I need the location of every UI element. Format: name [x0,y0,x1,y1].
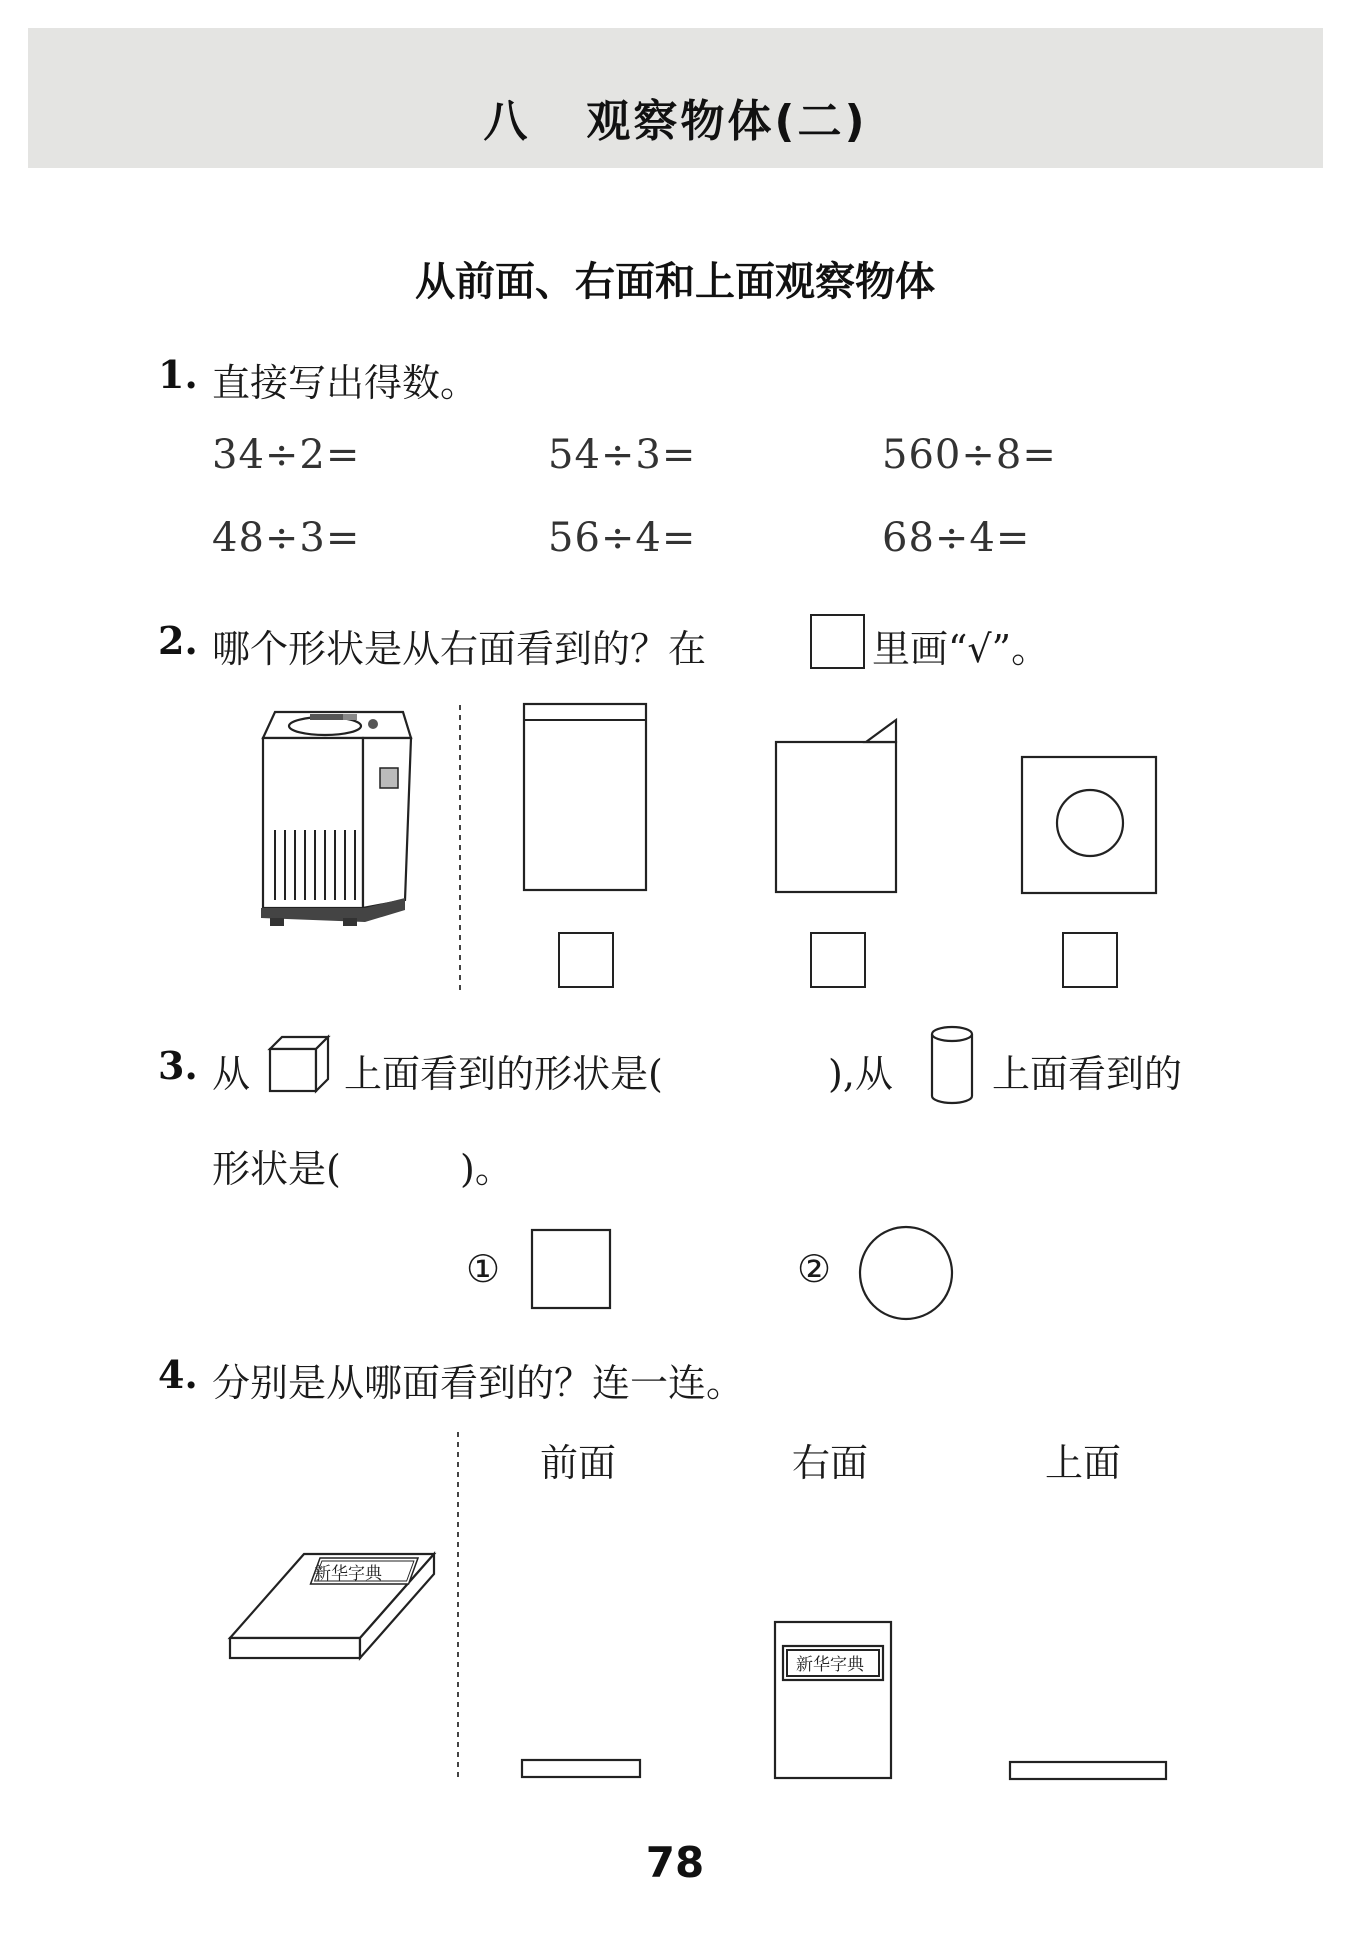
q3-text-6: )。 [460,1147,513,1191]
q2-option-c-shape [1020,755,1158,895]
q4-prompt: 分别是从哪面看到的？连一连。 [212,1361,745,1405]
q3-text-2: 上面看到的形状是( [344,1052,663,1096]
view-label-right: 右面 [792,1441,869,1485]
q2-number: 2. [158,618,198,663]
cylinder-icon [928,1024,976,1106]
expression-2: 54÷3= [548,432,697,478]
chapter-title [483,85,867,149]
square-option-icon [530,1228,612,1310]
q2-option-c-checkbox[interactable] [1062,932,1118,988]
q2-prompt-a: 哪个形状是从右面看到的？在 [212,627,707,671]
dictionary-book-icon [226,1548,438,1663]
book-cover-title: 新华字典 [796,1655,864,1675]
expression-4: 48÷3= [212,515,361,561]
expression-5: 56÷4= [548,515,697,561]
q1-number: 1. [158,352,198,397]
q2-option-b-checkbox[interactable] [810,932,866,988]
q3-text-4: 上面看到的 [992,1052,1183,1096]
q1-prompt: 直接写出得数。 [212,361,479,405]
q3-text-3: ),从 [828,1052,893,1096]
expression-1: 34÷2= [212,432,361,478]
section-title: 从前面、右面和上面观察物体 [415,259,935,305]
chapter-number: 八 [483,96,531,147]
flat-bar-shape-1 [520,1758,644,1780]
q2-option-a-checkbox[interactable] [558,932,614,988]
view-label-top: 上面 [1045,1441,1122,1485]
circle-option-icon [858,1225,954,1321]
q2-prompt-box-icon [810,614,865,669]
cube-icon [268,1035,332,1093]
q3-text-1: 从 [212,1052,251,1096]
q2-option-b-shape [774,712,902,894]
q4-divider [456,1432,460,1777]
book-cover-shape [773,1620,895,1782]
q3-text-5: 形状是( [212,1147,341,1191]
dictionary-3d-title: 新华字典 [314,1564,382,1584]
flat-bar-shape-2 [1008,1760,1170,1782]
view-label-front: 前面 [540,1441,617,1485]
q4-number: 4. [158,1352,198,1397]
chapter-name: 观察物体(二) [586,96,868,147]
q2-divider [458,705,462,990]
q3-number: 3. [158,1043,198,1088]
washing-machine-icon [255,700,415,935]
page-number: 78 [645,1838,705,1887]
expression-3: 560÷8= [882,432,1057,478]
q2-option-a-shape [522,702,650,892]
q3-option-2-label: ② [797,1247,832,1291]
q3-option-1-label: ① [466,1247,501,1291]
chapter-header [28,28,1323,168]
q2-prompt-b: 里画“√”。 [872,627,1050,671]
expression-6: 68÷4= [882,515,1031,561]
